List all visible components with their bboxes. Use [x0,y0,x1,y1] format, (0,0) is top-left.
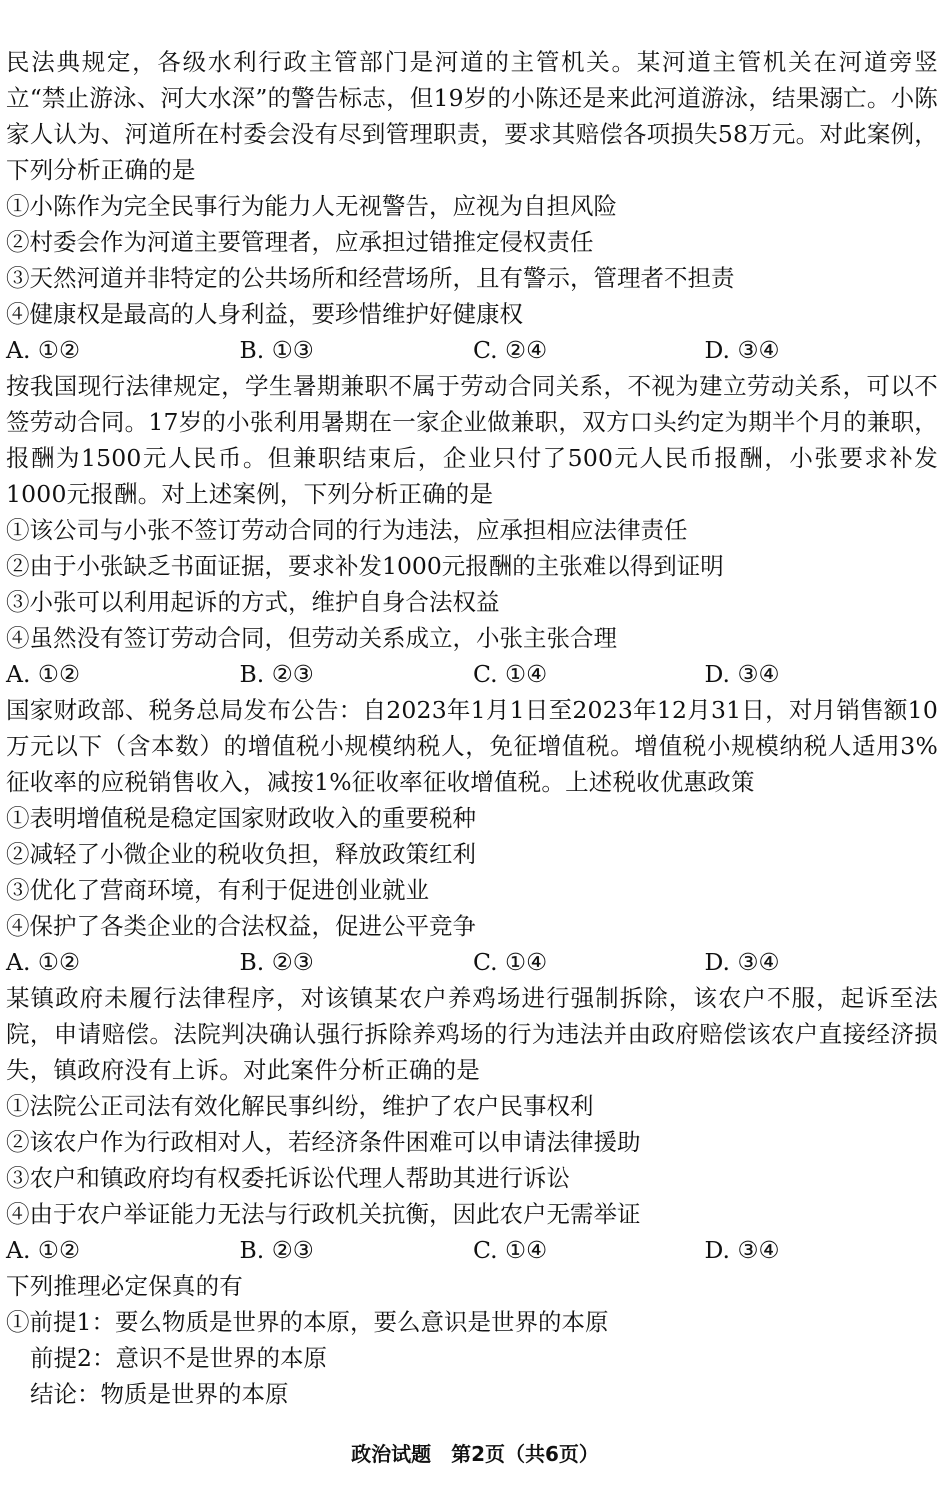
answer-choices [6,332,938,368]
statement-option: ③农户和镇政府均有权委托诉讼代理人帮助其进行诉讼 [6,1164,570,1192]
exam-page [6,44,938,1412]
question-5 [6,1268,938,1412]
question-1 [6,44,938,368]
choice-d: D. ③④ [704,336,780,364]
choice-d: D. ③④ [704,660,780,688]
statement-option: ②该农户作为行政相对人，若经济条件困难可以申请法律援助 [6,1128,641,1156]
statement-option: ④健康权是最高的人身利益，要珍惜维护好健康权 [6,300,523,328]
choice-d: D. ③④ [704,1236,780,1264]
choice-a: A. ①② [6,660,81,688]
statement-option: ②减轻了小微企业的税收负担，释放政策红利 [6,840,476,868]
question-stem: 某镇政府未履行法律程序，对该镇某农户养鸡场进行强制拆除，该农户不服，起诉至法院，申请赔偿。法院判决确认强行拆除养鸡场的行为违法并由政府赔偿该农户直接经济损失，镇政府没有上诉。对此案件分析正确的是 [6,984,938,1084]
question-stem: 按我国现行法律规定，学生暑期兼职不属于劳动合同关系，不视为建立劳动关系，可以不签劳动合同。17岁的小张利用暑期在一家企业做兼职，双方口头约定为期半个月的兼职，报酬为1500元人民币。但兼职结束后，企业只付了500元人民币报酬，小张要求补发1000元报酬。对上述案例，下列分析正确的是 [6,372,938,508]
choice-a: A. ①② [6,336,81,364]
choice-a: A. ①② [6,948,81,976]
choice-b: B. ②③ [239,660,314,688]
choice-d: D. ③④ [704,948,780,976]
statement-option: ①表明增值税是稳定国家财政收入的重要税种 [6,804,476,832]
question-stem: 民法典规定，各级水利行政主管部门是河道的主管机关。某河道主管机关在河道旁竖立“禁止游泳、河大水深”的警告标志，但19岁的小陈还是来此河道游泳，结果溺亡。小陈家人认为、河道所在村委会没有尽到管理职责，要求其赔偿各项损失58万元。对此案例，下列分析正确的是 [6,48,938,184]
answer-choices [6,944,938,980]
question-stem: 下列推理必定保真的有 [6,1272,243,1300]
page-footer: 政治试题 第2页（共6页） [351,1442,599,1466]
statement-option: ①该公司与小张不签订劳动合同的行为违法，应承担相应法律责任 [6,516,688,544]
choice-b: B. ①③ [239,336,314,364]
choice-a: A. ①② [6,1236,81,1264]
statement-option: ④虽然没有签订劳动合同，但劳动关系成立，小张主张合理 [6,624,617,652]
statement-option: ②村委会作为河道主要管理者，应承担过错推定侵权责任 [6,228,594,256]
statement-option: ④由于农户举证能力无法与行政机关抗衡，因此农户无需举证 [6,1200,641,1228]
question-stem: 国家财政部、税务总局发布公告：自2023年1月1日至2023年12月31日，对月销售额10万元以下（含本数）的增值税小规模纳税人，免征增值税。增值税小规模纳税人适用3%征收率的应税销售收入，减按1%征收率征收增值税。上述税收优惠政策 [6,696,938,796]
choice-c: C. ①④ [472,948,548,976]
choice-b: B. ②③ [239,948,314,976]
conclusion-line: 结论：物质是世界的本原 [30,1380,289,1408]
question-3 [6,692,938,980]
statement-option: ③小张可以利用起诉的方式，维护自身合法权益 [6,588,500,616]
answer-choices [6,1232,938,1268]
statement-option: ①前提1：要么物质是世界的本原，要么意识是世界的本原 [6,1308,609,1336]
statement-option: ③优化了营商环境，有利于促进创业就业 [6,876,429,904]
statement-option: ①小陈作为完全民事行为能力人无视警告，应视为自担风险 [6,192,617,220]
question-4 [6,980,938,1268]
choice-c: C. ①④ [472,1236,548,1264]
statement-option: ④保护了各类企业的合法权益，促进公平竞争 [6,912,476,940]
statement-option: ①法院公正司法有效化解民事纠纷，维护了农户民事权利 [6,1092,594,1120]
statement-option: ②由于小张缺乏书面证据，要求补发1000元报酬的主张难以得到证明 [6,552,724,580]
statement-option: ③天然河道并非特定的公共场所和经营场所，且有警示，管理者不担责 [6,264,735,292]
choice-c: C. ①④ [472,660,548,688]
choice-b: B. ②③ [239,1236,314,1264]
choice-c: C. ②④ [472,336,548,364]
answer-choices [6,656,938,692]
premise-line: 前提2：意识不是世界的本原 [30,1344,327,1372]
question-2 [6,368,938,692]
